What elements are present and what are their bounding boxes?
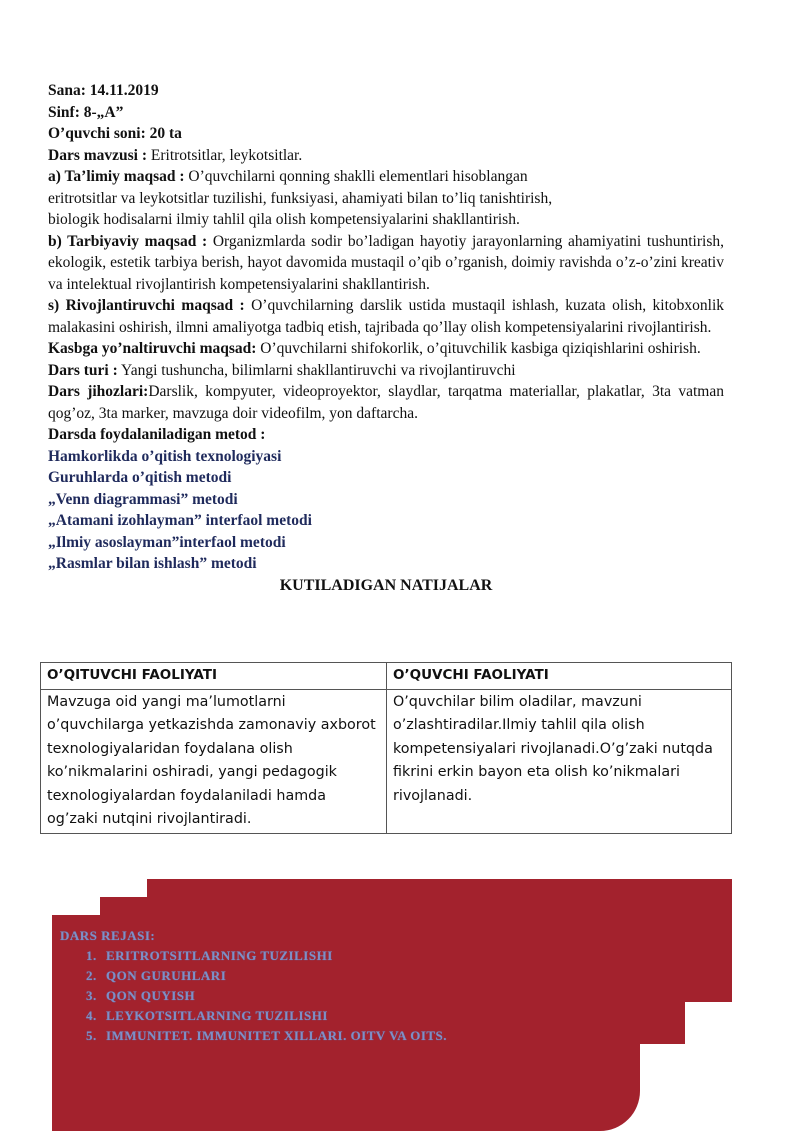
topic-value: Eritrotsitlar, leykotsitlar.: [147, 146, 303, 164]
equipment-label: Dars jihozlari:: [48, 383, 149, 400]
developmental-goal-text: O’quvchilarning darslik ustida mustaqil ishlash, kuzata olish, kitobxonlik malakasini oshirish, ilmni amaliyotga tadbiq etish, tajribada qo’llay olish kompetensiyalarini rivojlantirish.: [48, 297, 725, 336]
educational-goal-text1: O’quvchilarni qonning shaklli elementlari hisoblangan: [184, 168, 528, 185]
methods-label: Darsda foydalaniladigan metod :: [48, 426, 266, 443]
plan-item-number: 3.: [86, 988, 97, 1003]
method-item: „Ilmiy asoslayman”interfaol metodi: [48, 533, 286, 551]
student-activity-header: O’QUVCHI FAOLIYATI: [387, 663, 732, 690]
plan-item-text: ERITROTSITLARNING TUZILISHI: [106, 948, 333, 963]
career-goal: [48, 338, 724, 360]
plan-item-text: IMMUNITET. IMMUNITET XILLARI. OITV VA OITS.: [106, 1028, 448, 1043]
table-header-row: [41, 663, 732, 690]
expected-results-table: [40, 662, 732, 834]
upbringing-goal-label: b) Tarbiyaviy maqsad :: [48, 232, 208, 250]
lesson-type-label: Dars turi :: [48, 361, 118, 379]
list-item: [86, 988, 620, 1004]
equipment-value: Darslik, kompyuter, videoproyektor, slaydlar, tarqatma materiallar, plakatlar, 3ta vatman qog’oz, 3ta marker, mavzuga doir videofilm, yon daftarcha.: [48, 383, 724, 422]
lesson-plan-document: [48, 80, 724, 596]
lesson-topic: [48, 145, 724, 167]
developmental-goal: [48, 295, 724, 338]
teacher-activity-cell: Mavzuga oid yangi ma’lumotlarni o’quvchilarga yetkazishda zamonaviy axborot texnologiyalaridan foydalana olish ko’nikmalarini oshiradi, yangi pedagogik texnologiyalardan foydalaniladi hamda og’zaki nutqini rivojlantiradi.: [41, 689, 387, 833]
list-item: [86, 968, 620, 984]
plan-item-text: QON QUYISH: [106, 988, 196, 1003]
educational-goal-label: a) Ta’limiy maqsad :: [48, 168, 185, 185]
method-item: „Venn diagrammasi” metodi: [48, 490, 238, 508]
upbringing-goal-text: Organizmlarda sodir bo’ladigan hayotiy jarayonlarning ahamiyatini tushuntirish, ekologik, estetik tarbiya berish, hayot davomida mustaqil o’qib o’rganish, doimiy ravishda o’z-o’zini kreativ va intelektual rivojlantirish kompetensiyalarini shakllantirish.: [48, 232, 724, 293]
plan-items: [60, 948, 620, 1044]
method-item: Hamkorlikda o’qitish texnologiyasi: [48, 447, 282, 465]
career-goal-label: Kasbga yo’naltiruvchi maqsad:: [48, 340, 257, 357]
lesson-date: Sana: 14.11.2019: [48, 82, 159, 99]
list-item: [86, 948, 620, 964]
student-count: O’quvchi soni: 20 ta: [48, 125, 182, 142]
upbringing-goal: [48, 231, 724, 296]
plan-item-number: 2.: [86, 968, 97, 983]
topic-label: Dars mavzusi :: [48, 146, 148, 164]
lesson-plan-outline: [60, 928, 620, 1048]
method-item: Guruhlarda o’qitish metodi: [48, 469, 232, 486]
student-activity-cell: O’quvchilar bilim oladilar, mavzuni o’zlashtiradilar.Ilmiy tahlil qila olish kompetensiyalari rivojlanadi.O’g’zaki nutqda fikrini erkin bayon eta olish ko’nikmalari rivojlanadi.: [387, 689, 732, 833]
lesson-type-value: Yangi tushuncha, bilimlarni shakllantiruvchi va rivojlantiruvchi: [117, 361, 516, 379]
educational-goal-line1: [48, 166, 724, 188]
developmental-goal-label: s) Rivojlantiruvchi maqsad :: [48, 297, 245, 314]
plan-item-text: QON GURUHLARI: [106, 968, 227, 983]
plan-item-number: 5.: [86, 1028, 97, 1043]
plan-item-number: 1.: [86, 948, 97, 963]
method-item: „Atamani izohlayman” interfaol metodi: [48, 512, 312, 529]
plan-item-number: 4.: [86, 1008, 97, 1023]
expected-results-title: KUTILADIGAN NATIJALAR: [279, 576, 493, 594]
plan-item-text: LEYKOTSITLARNING TUZILISHI: [106, 1008, 328, 1023]
teacher-activity-header: O’QITUVCHI FAOLIYATI: [41, 663, 387, 690]
plan-title: DARS REJASI:: [60, 928, 156, 943]
methods-list: [48, 446, 724, 575]
lesson-type: [48, 360, 724, 382]
lesson-class: Sinf: 8-„A”: [48, 103, 124, 121]
list-item: [86, 1008, 620, 1024]
list-item: [86, 1028, 620, 1044]
career-goal-text: O’quvchilarni shifokorlik, o’qituvchilik kasbiga qiziqishlarini oshirish.: [256, 340, 701, 357]
method-item: „Rasmlar bilan ishlash” metodi: [48, 555, 257, 572]
educational-goal-line3: biologik hodisalarni ilmiy tahlil qila olish kompetensiyalarini shakllantirish.: [48, 211, 520, 228]
educational-goal-line2: eritrotsitlar va leykotsitlar tuzilishi, funksiyasi, ahamiyati bilan to’liq tanishtirish,: [48, 189, 553, 207]
table-row: [41, 689, 732, 833]
lesson-equipment: [48, 381, 724, 424]
